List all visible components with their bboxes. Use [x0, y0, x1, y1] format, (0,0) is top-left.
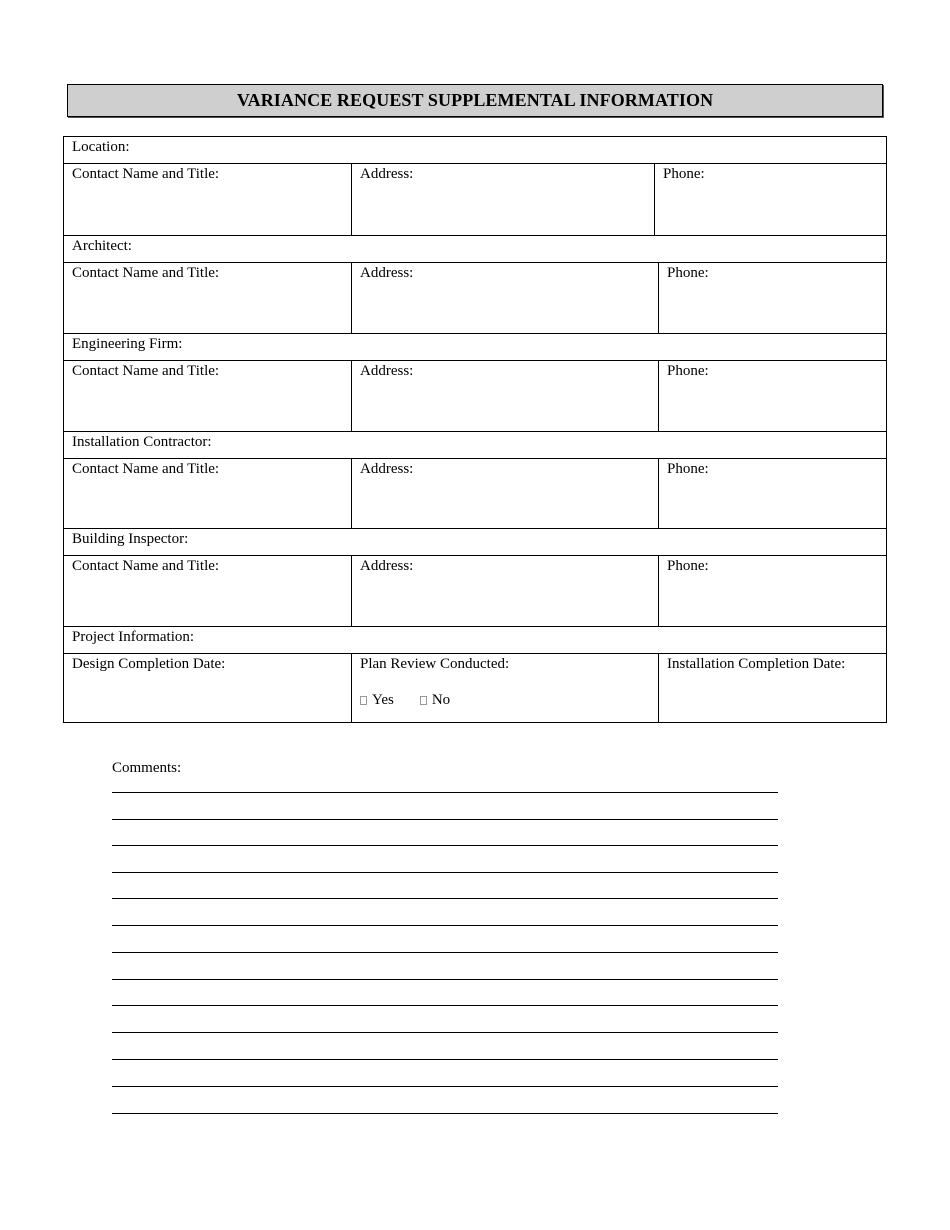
address-field[interactable]: [352, 164, 655, 235]
address-label: Address:: [360, 363, 414, 379]
no-label: No: [431, 692, 451, 708]
installation-completion-date-label: Installation Completion Date:: [667, 656, 846, 672]
contact-name-label: Contact Name and Title:: [72, 363, 220, 379]
phone-field[interactable]: [659, 263, 886, 333]
phone-label: Phone:: [667, 265, 709, 281]
plan-review-label: Plan Review Conducted:: [360, 656, 510, 672]
form-title-text: VARIANCE REQUEST SUPPLEMENTAL INFORMATION: [236, 90, 714, 110]
comment-line[interactable]: [112, 872, 778, 873]
yes-checkbox[interactable]: [360, 696, 367, 705]
contact-name-field[interactable]: [64, 556, 352, 626]
address-field[interactable]: [352, 556, 659, 626]
phone-field[interactable]: [659, 556, 886, 626]
contact-name-label: Contact Name and Title:: [72, 558, 220, 574]
phone-label: Phone:: [667, 558, 709, 574]
no-checkbox[interactable]: [420, 696, 427, 705]
comment-line[interactable]: [112, 1086, 778, 1087]
plan-review-no-option[interactable]: [420, 691, 450, 709]
comment-line[interactable]: [112, 1005, 778, 1006]
phone-field[interactable]: [655, 164, 886, 235]
phone-label: Phone:: [667, 461, 709, 477]
contact-name-field[interactable]: [64, 164, 352, 235]
form-table: [63, 136, 887, 723]
comment-line[interactable]: [112, 898, 778, 899]
contact-name-field[interactable]: [64, 459, 352, 528]
address-label: Address:: [360, 265, 414, 281]
plan-review-field: [352, 654, 659, 722]
comment-line[interactable]: [112, 792, 778, 793]
design-completion-date-label: Design Completion Date:: [72, 656, 226, 672]
comments-label: Comments:: [112, 760, 182, 776]
phone-field[interactable]: [659, 361, 886, 431]
comment-line[interactable]: [112, 1032, 778, 1033]
contact-row-building-inspector: [64, 556, 886, 627]
contact-row-location: [64, 164, 886, 236]
contact-name-field[interactable]: [64, 263, 352, 333]
address-field[interactable]: [352, 361, 659, 431]
contact-name-label: Contact Name and Title:: [72, 166, 220, 182]
comment-line[interactable]: [112, 952, 778, 953]
form-title: [67, 84, 883, 117]
section-label-installation-contractor: Installation Contractor:: [64, 432, 886, 459]
address-field[interactable]: [352, 263, 659, 333]
comment-line[interactable]: [112, 925, 778, 926]
comment-line[interactable]: [112, 979, 778, 980]
address-label: Address:: [360, 461, 414, 477]
contact-name-label: Contact Name and Title:: [72, 461, 220, 477]
comment-line[interactable]: [112, 1113, 778, 1114]
comment-line[interactable]: [112, 1059, 778, 1060]
section-label-location: Location:: [64, 137, 886, 164]
phone-field[interactable]: [659, 459, 886, 528]
plan-review-options: [360, 691, 650, 709]
contact-row-engineering-firm: [64, 361, 886, 432]
section-label-building-inspector: Building Inspector:: [64, 529, 886, 556]
plan-review-yes-option[interactable]: [360, 691, 394, 709]
yes-label: Yes: [372, 692, 394, 708]
contact-name-label: Contact Name and Title:: [72, 265, 220, 281]
contact-name-field[interactable]: [64, 361, 352, 431]
phone-label: Phone:: [663, 166, 705, 182]
design-completion-date-field[interactable]: [64, 654, 352, 722]
contact-row-installation-contractor: [64, 459, 886, 529]
address-field[interactable]: [352, 459, 659, 528]
address-label: Address:: [360, 558, 414, 574]
contact-row-architect: [64, 263, 886, 334]
section-label-engineering-firm: Engineering Firm:: [64, 334, 886, 361]
phone-label: Phone:: [667, 363, 709, 379]
comment-line[interactable]: [112, 819, 778, 820]
address-label: Address:: [360, 166, 414, 182]
comment-line[interactable]: [112, 845, 778, 846]
section-label-project-information: Project Information:: [64, 627, 886, 654]
section-label-architect: Architect:: [64, 236, 886, 263]
installation-completion-date-field[interactable]: [659, 654, 886, 722]
project-row: [64, 654, 886, 722]
